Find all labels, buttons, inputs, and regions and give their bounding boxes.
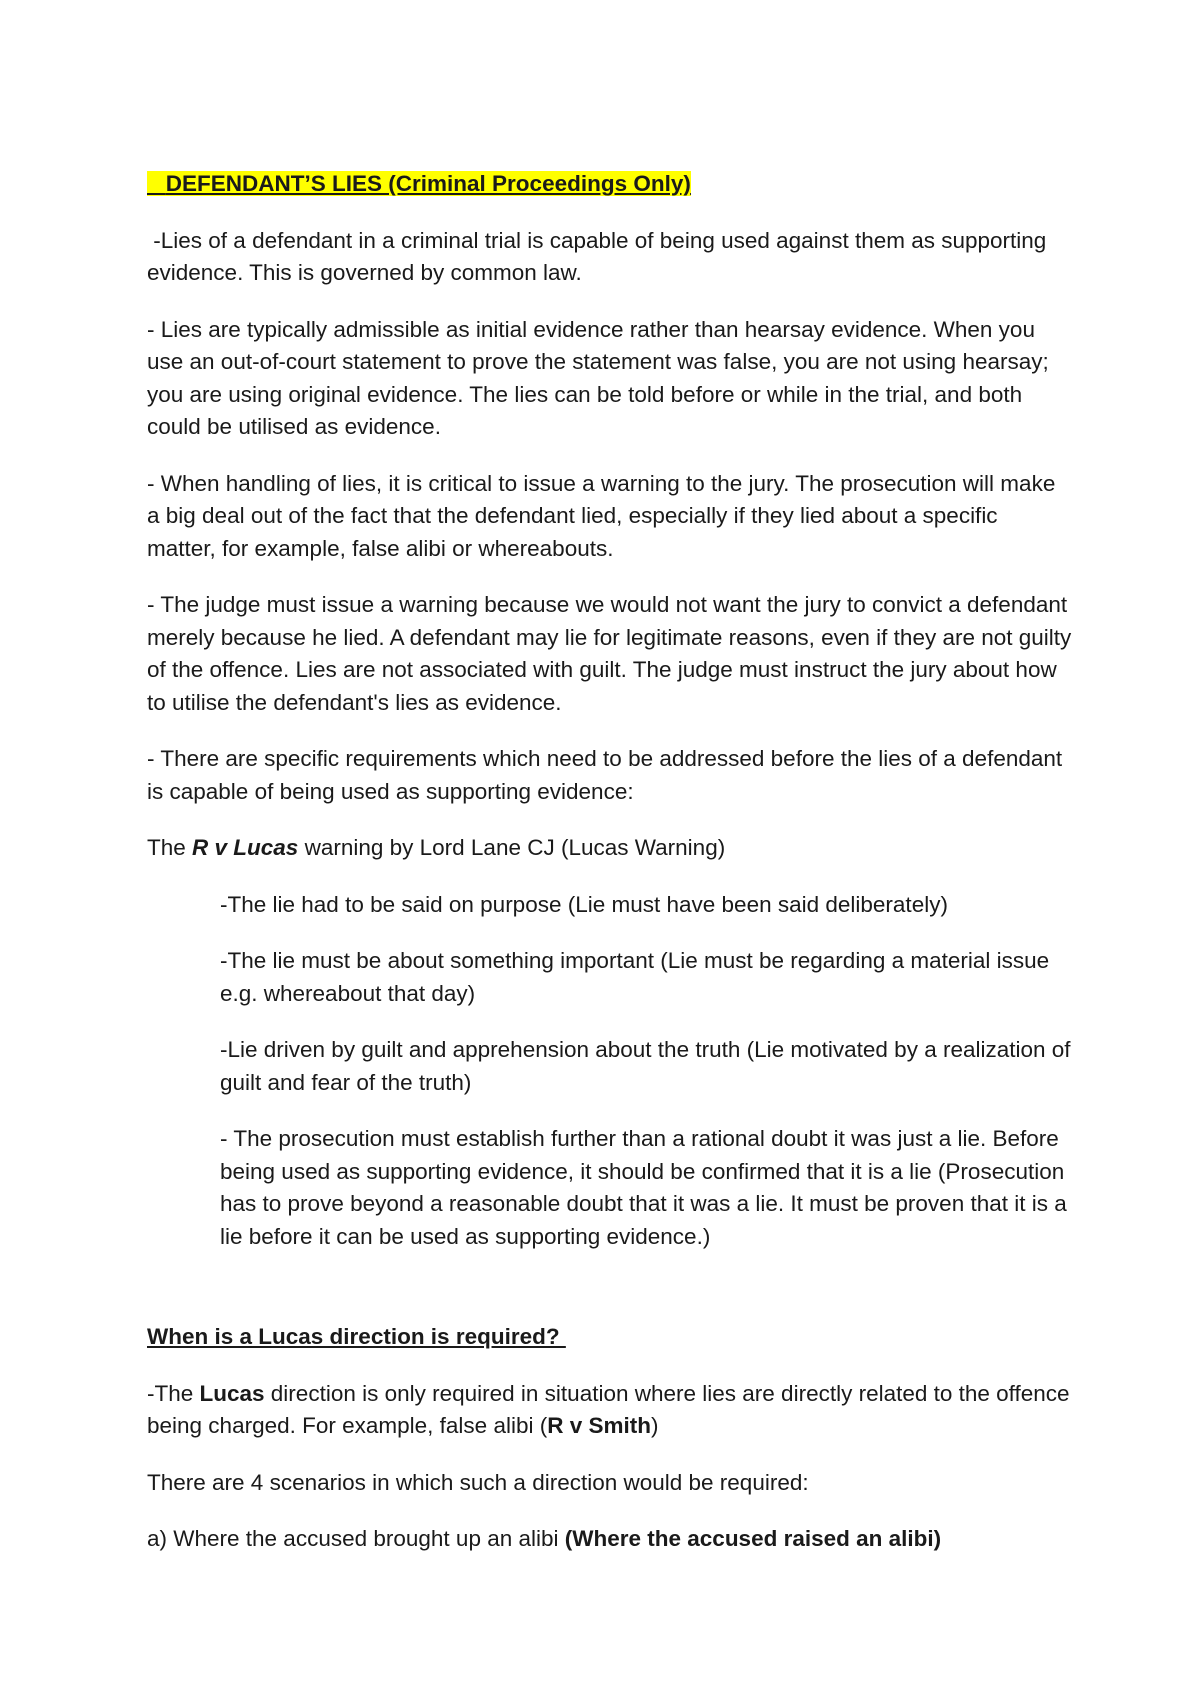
paragraph-lucas-direction (147, 1378, 1072, 1443)
direction-lucas-bold: Lucas (199, 1380, 265, 1406)
lucas-intro-post: warning by Lord Lane CJ (Lucas Warning) (298, 835, 726, 860)
title-text: DEFENDANT’S LIES (Criminal Proceedings Only) (165, 171, 691, 196)
paragraph-scenarios-intro: There are 4 scenarios in which such a direction would be required: (147, 1469, 809, 1495)
document-content (147, 168, 1072, 1580)
title-highlight (147, 171, 691, 196)
requirement-item: -The lie had to be said on purpose (Lie must have been said deliberately) (220, 891, 948, 917)
direction-mid: direction is only required in situation where lies are directly related to the offence being charged. For example, false alibi ( (147, 1380, 1070, 1438)
paragraph-requirements-intro: - There are specific requirements which need to be addressed before the lies of a defendant is capable of being used as supporting evidence: (147, 746, 1063, 804)
lucas-case-name: R v Lucas (192, 835, 299, 860)
scenario-a-text: a) Where the accused brought up an alibi (147, 1526, 565, 1551)
direction-case-bold: R v Smith (547, 1413, 651, 1438)
document-title (147, 168, 1072, 201)
lucas-warning-intro (147, 832, 1072, 865)
requirement-item: -The lie must be about something important (Lie must be regarding a material issue e.g. whereabout that day) (220, 948, 1050, 1006)
lucas-intro-pre: The (147, 835, 193, 860)
paragraph-judge-warning: - The judge must issue a warning because we would not want the jury to convict a defendant merely because he lied. A defendant may lie for legitimate reasons, even if they are not guilty of the offence. Lies are not associated with guilt. The judge must instruct the jury about how to utilise the defendant's lies as evidence. (147, 592, 1072, 715)
paragraph-jury-warning: - When handling of lies, it is critical to issue a warning to the jury. The prosecution will make a big deal out of the fact that the defendant lied, especially if they lied about a specific matter, for example, false alibi or whereabouts. (147, 470, 1056, 561)
direction-post: ) (651, 1413, 659, 1438)
paragraph-lies-common-law: -Lies of a defendant in a criminal trial is capable of being used against them as supporting evidence. This is governed by common law. (147, 227, 1053, 285)
scenario-a (147, 1523, 1072, 1556)
title-lead (147, 171, 166, 196)
direction-pre: -The (147, 1380, 200, 1406)
section-subheading (147, 1321, 1072, 1354)
requirement-item: -Lie driven by guilt and apprehension about the truth (Lie motivated by a realization of guilt and fear of the truth) (220, 1037, 1071, 1095)
section-spacer (147, 1277, 1072, 1321)
requirement-item: - The prosecution must establish further than a rational doubt it was just a lie. Before being used as supporting evidence, it should be confirmed that it is a lie (Prosecution has to prove beyond a reasonable doubt that it was a lie. It must be proven that it is a lie before it can be used as supporting evidence.) (220, 1126, 1067, 1249)
paragraph-admissibility: - Lies are typically admissible as initial evidence rather than hearsay evidence. When you use an out-of-court statement to prove the statement was false, you are not using hearsay; you are using original evidence. The lies can be told before or while in the trial, and both could be utilised as evidence. (147, 316, 1049, 439)
scenario-a-bold: (Where the accused raised an alibi) (564, 1526, 942, 1551)
subheading-text: When is a Lucas direction is required? (147, 1324, 566, 1349)
